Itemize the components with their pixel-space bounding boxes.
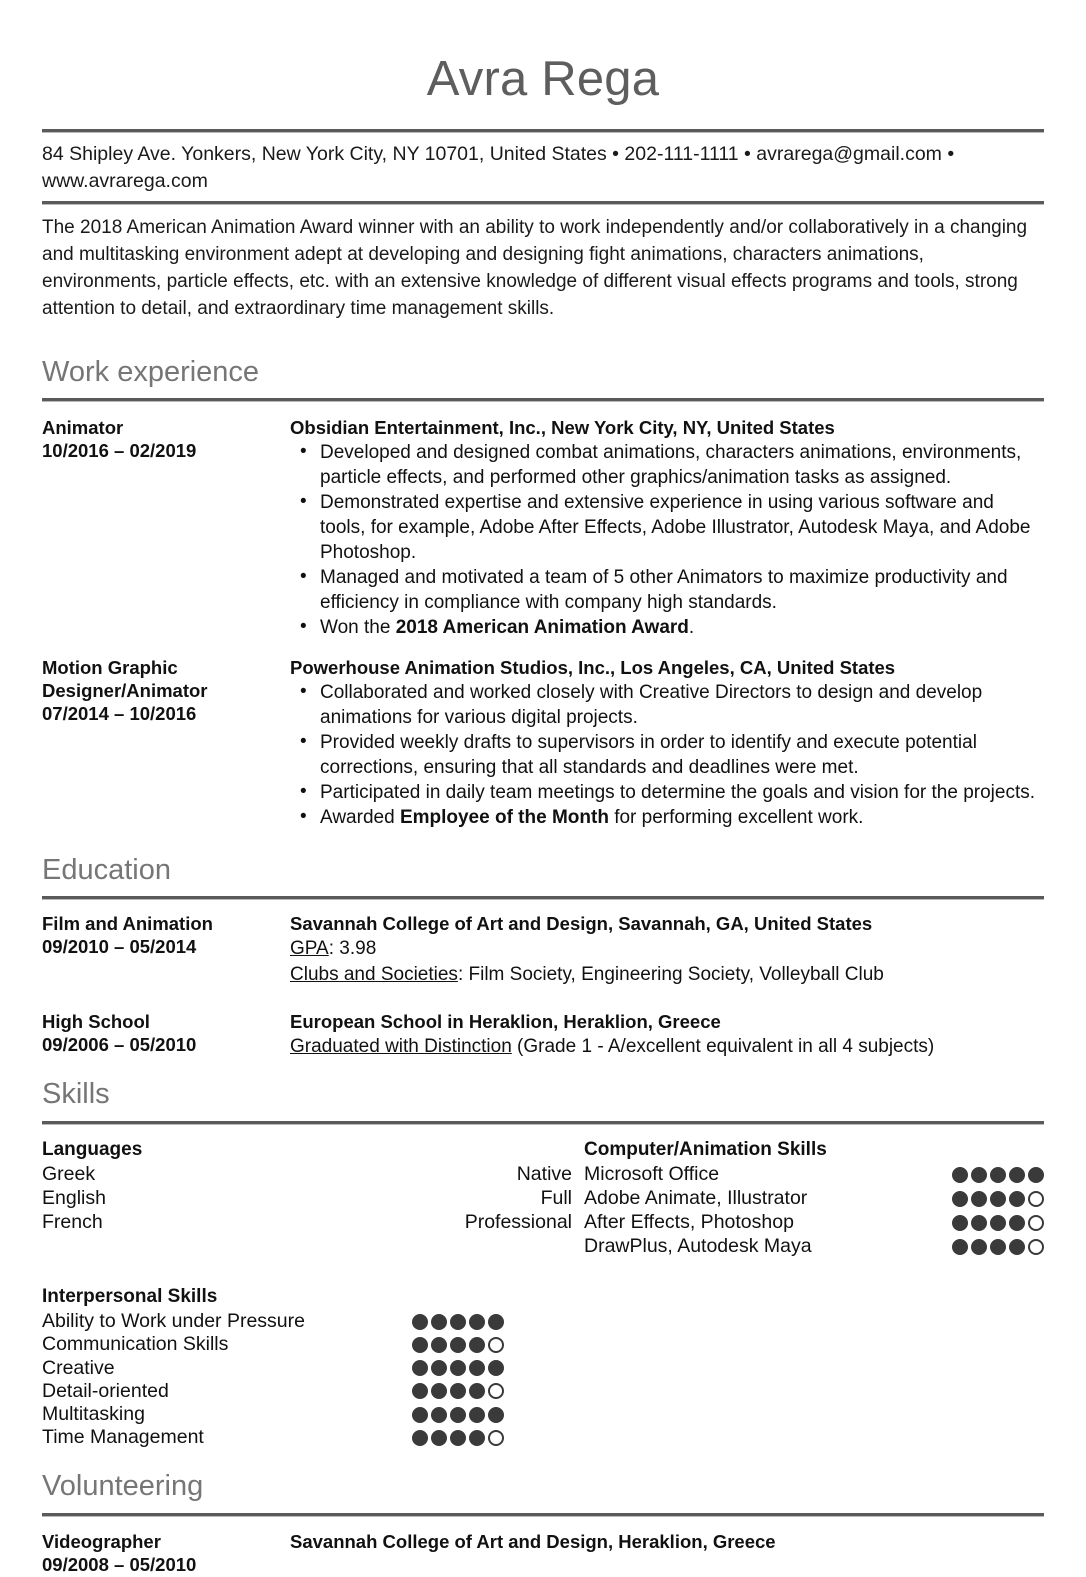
rating-dot-empty (1028, 1239, 1044, 1255)
interpersonal-skill-row (42, 1403, 532, 1426)
skills-columns (42, 1125, 1044, 1259)
rating-dots (938, 1191, 1044, 1207)
computer-skill-name: DrawPlus, Autodesk Maya (584, 1234, 812, 1257)
work-employer: Powerhouse Animation Studios, Inc., Los Angeles, CA, United States (290, 657, 896, 678)
rating-dot-filled (488, 1407, 504, 1423)
rating-dot-filled (990, 1191, 1006, 1207)
section-title-skills: Skills (42, 1077, 110, 1110)
rating-dot-filled (971, 1239, 987, 1255)
rating-dot-filled (971, 1167, 987, 1183)
section-title-education: Education (42, 853, 171, 886)
computer-skill-name: After Effects, Photoshop (584, 1211, 794, 1233)
rating-dot-filled (431, 1337, 447, 1353)
language-name: English (42, 1187, 106, 1210)
work-job-dates: 07/2014 – 10/2016 (42, 702, 197, 724)
interpersonal-skill-name: Detail-oriented (42, 1379, 169, 1402)
rating-dot-filled (469, 1360, 485, 1376)
language-row (42, 1163, 572, 1187)
rating-dot-filled (431, 1360, 447, 1376)
rating-dot-filled (469, 1383, 485, 1399)
rating-dot-filled (431, 1430, 447, 1446)
work-job-title: Motion Graphic (42, 657, 178, 678)
education-gpa-label: GPA (290, 938, 329, 960)
rating-dot-filled (450, 1407, 466, 1423)
volunteering-entry-body (290, 1530, 1044, 1554)
rating-dots (412, 1337, 504, 1353)
rating-dots (938, 1239, 1044, 1255)
work-entry-body (290, 416, 1044, 641)
rating-dot-filled (412, 1360, 428, 1376)
interpersonal-skill-name: Time Management (42, 1426, 204, 1449)
rating-dot-empty (488, 1430, 504, 1446)
education-distinction-label: Graduated with Distinction (290, 1035, 512, 1057)
education-program: Film and Animation (42, 913, 213, 935)
computer-skill-row (584, 1211, 1044, 1235)
work-entry (42, 402, 1044, 641)
rating-dots (938, 1167, 1044, 1183)
language-level: Native (516, 1163, 572, 1186)
rating-dot-filled (990, 1167, 1006, 1183)
rating-dot-filled (1009, 1167, 1025, 1183)
interpersonal-skill-row (42, 1426, 532, 1449)
education-clubs (290, 962, 1044, 988)
rating-dot-filled (1009, 1191, 1025, 1207)
volunteering-entry (42, 1517, 1044, 1577)
languages-column (42, 1138, 572, 1259)
work-entry-body (290, 656, 1044, 831)
interpersonal-skill-row (42, 1357, 532, 1380)
rating-dot-filled (412, 1337, 428, 1353)
rating-dot-filled (450, 1383, 466, 1399)
language-row (42, 1187, 572, 1211)
rating-dot-filled (412, 1314, 428, 1330)
rating-dot-filled (1009, 1215, 1025, 1231)
award-name: Employee of the Month (399, 806, 609, 828)
candidate-name: Avra Rega (426, 52, 660, 106)
rating-dot-empty (488, 1337, 504, 1353)
education-dates: 09/2006 – 05/2010 (42, 1033, 197, 1055)
work-job-dates: 10/2016 – 02/2019 (42, 440, 197, 462)
rating-dots (412, 1360, 504, 1376)
computer-skill-name: Adobe Animate, Illustrator (584, 1187, 808, 1210)
interpersonal-skill-name: Multitasking (42, 1403, 145, 1426)
rating-dots (412, 1314, 504, 1330)
education-program: High School (42, 1011, 150, 1033)
education-gpa (290, 936, 1044, 962)
rating-dot-filled (450, 1360, 466, 1376)
interpersonal-skill-row (42, 1380, 532, 1403)
education-institution: European School in Heraklion, Heraklion, Greece (290, 1011, 721, 1033)
education-entry-meta (42, 1010, 290, 1057)
language-name: French (42, 1211, 103, 1233)
interpersonal-skill-row (42, 1310, 532, 1333)
award-prefix: Awarded (320, 806, 400, 828)
work-entry (42, 641, 1044, 831)
language-level: Professional (464, 1211, 572, 1233)
work-employer: Obsidian Entertainment, Inc., New York City, NY, United States (290, 417, 835, 439)
computer-skill-name: Microsoft Office (584, 1163, 720, 1186)
rating-dot-filled (971, 1191, 987, 1207)
volunteering-dates: 09/2008 – 05/2010 (42, 1554, 197, 1576)
interpersonal-skill-name: Communication Skills (42, 1333, 229, 1356)
award-name: 2018 American Animation Award (395, 617, 689, 639)
computer-skill-row (584, 1187, 1044, 1211)
rating-dot-filled (990, 1215, 1006, 1231)
list-item: • Demonstrated expertise and extensive experience in using various software and tools, for example, Adobe After Effects, Adobe Illustrator, Autodesk Maya, and Adobe Photoshop. (320, 491, 1044, 566)
rating-dot-filled (469, 1430, 485, 1446)
education-entry-meta (42, 912, 290, 959)
rating-dot-filled (952, 1239, 968, 1255)
rating-dot-filled (488, 1360, 504, 1376)
rating-dot-empty (1028, 1191, 1044, 1207)
education-distinction-value: (Grade 1 - A/excellent equivalent in all 4 subjects) (511, 1035, 935, 1057)
rating-dots (412, 1383, 504, 1399)
rating-dot-filled (469, 1314, 485, 1330)
work-bullet-list (290, 681, 1044, 831)
interpersonal-skills-block (42, 1259, 1044, 1450)
work-entry-meta (42, 656, 290, 725)
rating-dot-filled (450, 1314, 466, 1330)
rating-dot-filled (952, 1215, 968, 1231)
section-title-work-experience: Work experience (42, 355, 260, 388)
work-bullet-list (290, 441, 1044, 641)
volunteering-organization: Savannah College of Art and Design, Heraklion, Greece (290, 1531, 776, 1553)
interpersonal-skill-name: Ability to Work under Pressure (42, 1310, 305, 1333)
rating-dot-filled (412, 1407, 428, 1423)
interpersonal-skill-name: Creative (42, 1356, 115, 1379)
award-prefix: Won the (320, 617, 396, 639)
education-gpa-value: : 3.98 (328, 938, 377, 960)
rating-dot-filled (952, 1167, 968, 1183)
education-entry (42, 900, 1044, 988)
volunteering-entry-meta (42, 1530, 290, 1577)
rating-dot-filled (412, 1383, 428, 1399)
list-item: • Developed and designed combat animations, characters animations, environments, particle effects, and performed other graphics/animation tasks as assigned. (320, 441, 1044, 491)
list-item (320, 806, 1044, 831)
rating-dot-filled (990, 1239, 1006, 1255)
rating-dot-empty (488, 1383, 504, 1399)
language-row (42, 1211, 572, 1235)
contact-line: 84 Shipley Ave. Yonkers, New York City, NY 10701, United States • 202-111-1111 • avrarega@gmail.com • www.avrarega.com (42, 142, 955, 192)
rating-dots (412, 1430, 504, 1446)
rating-dot-filled (469, 1337, 485, 1353)
award-suffix: . (688, 617, 695, 639)
education-distinction (290, 1034, 1044, 1060)
award-suffix: for performing excellent work. (608, 806, 864, 828)
rating-dot-filled (1028, 1167, 1044, 1183)
language-level: Full (540, 1187, 572, 1210)
work-job-title-line2: Designer/Animator (42, 679, 208, 701)
rating-dots (412, 1407, 504, 1423)
education-institution: Savannah College of Art and Design, Savannah, GA, United States (290, 913, 873, 935)
education-entry-body (290, 912, 1044, 988)
computer-skills-column (572, 1138, 1044, 1259)
interpersonal-skill-row (42, 1333, 532, 1356)
rating-dot-filled (450, 1430, 466, 1446)
language-name: Greek (42, 1163, 96, 1186)
list-item: • Collaborated and worked closely with Creative Directors to design and develop animations for various digital projects. (320, 681, 1044, 731)
volunteering-role: Videographer (42, 1531, 161, 1553)
computer-skill-row (584, 1235, 1044, 1259)
education-clubs-label: Clubs and Societies (290, 964, 458, 986)
list-item: • Provided weekly drafts to supervisors in order to identify and execute potential corrections, ensuring that all standards and deadlines were met. (320, 731, 1044, 781)
education-clubs-value: : Film Society, Engineering Society, Volleyball Club (457, 964, 884, 986)
computer-skills-heading: Computer/Animation Skills (584, 1138, 827, 1160)
rating-dot-filled (431, 1407, 447, 1423)
rating-dot-filled (1009, 1239, 1025, 1255)
education-entry-body (290, 1010, 1044, 1060)
interpersonal-skills-heading: Interpersonal Skills (42, 1285, 218, 1307)
section-title-volunteering: Volunteering (42, 1470, 204, 1503)
interpersonal-skills-list (42, 1310, 532, 1449)
rating-dot-filled (469, 1407, 485, 1423)
rating-dot-empty (1028, 1215, 1044, 1231)
rating-dot-filled (952, 1191, 968, 1207)
rating-dot-filled (450, 1337, 466, 1353)
rating-dot-filled (412, 1430, 428, 1446)
rating-dot-filled (488, 1314, 504, 1330)
work-job-title: Animator (42, 417, 124, 439)
list-item: • Participated in daily team meetings to determine the goals and vision for the projects. (320, 781, 1044, 806)
education-dates: 09/2010 – 05/2014 (42, 936, 197, 958)
list-item (320, 616, 1044, 641)
computer-skill-row (584, 1163, 1044, 1187)
rating-dots (938, 1215, 1044, 1231)
rating-dot-filled (971, 1215, 987, 1231)
list-item: • Managed and motivated a team of 5 other Animators to maximize productivity and efficiency in compliance with company high standards. (320, 566, 1044, 616)
professional-summary: The 2018 American Animation Award winner with an ability to work independently and/or collaboratively in a changing and multitasking environment adept at developing and designing fight animations, characters animations, environments, particle effects, etc. with an extensive knowledge of different visual effects programs and tools, strong attention to detail, and extraordinary time management skills. (42, 216, 1028, 319)
education-entry (42, 988, 1044, 1060)
work-entry-meta (42, 416, 290, 463)
languages-heading: Languages (42, 1138, 143, 1160)
rating-dot-filled (431, 1383, 447, 1399)
rating-dot-filled (431, 1314, 447, 1330)
